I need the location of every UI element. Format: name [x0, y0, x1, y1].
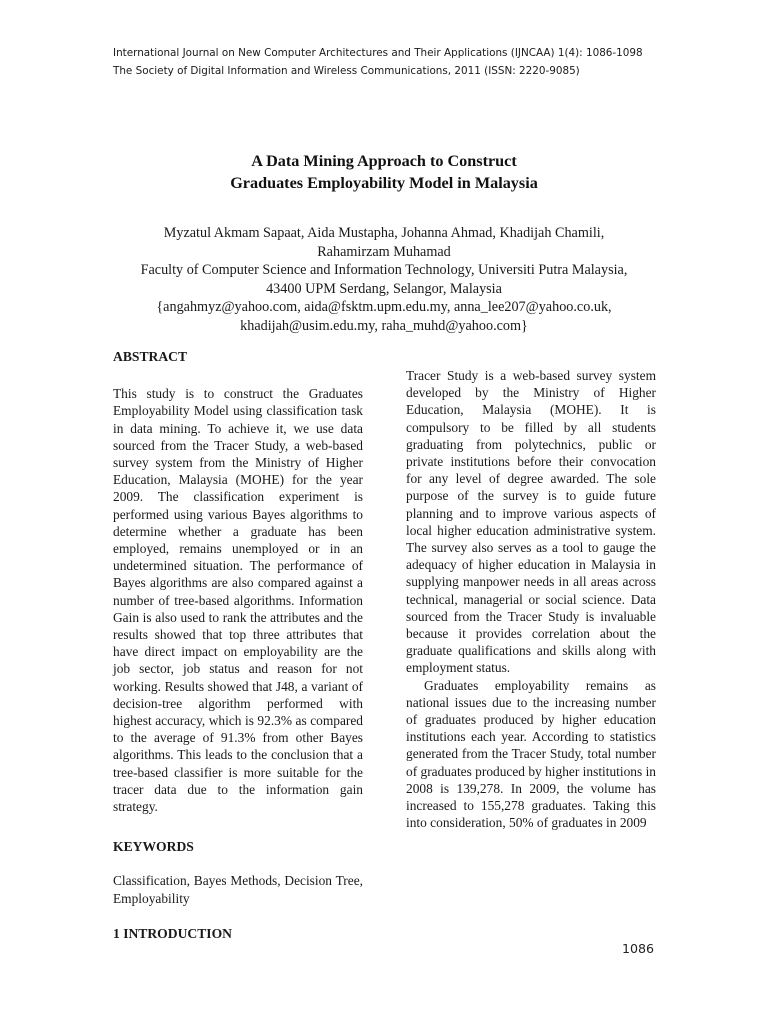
keywords-heading: KEYWORDS: [113, 839, 194, 855]
authors-line-2: Rahamirzam Muhamad: [317, 243, 451, 260]
introduction-paragraph-2: Graduates employability remains as national issues due to the increasing number of graduates produced by higher education institutions each year. According to statistics generated from the Tracer Study, total number of graduates produced by higher institutions in 2008 is 139,278. In 2009, the volume has increased to 155,278 graduates. Taking this into consideration, 50% of graduates in 2009: [406, 677, 656, 831]
page-number: 1086: [622, 941, 655, 956]
keywords-text: Classification, Bayes Methods, Decision Tree, Employability: [113, 873, 363, 906]
introduction-heading: 1 INTRODUCTION: [113, 925, 232, 941]
author-block: [84, 224, 684, 336]
abstract-heading: ABSTRACT: [113, 349, 188, 364]
paper-title: [0, 150, 768, 194]
journal-header-line-2: The Society of Digital Information and Wireless Communications, 2011 (ISSN: 2220-9085): [113, 65, 580, 77]
emails-line-1: {angahmyz@yahoo.com, aida@fsktm.upm.edu.my, anna_lee207@yahoo.co.uk,: [156, 299, 612, 316]
title-line-2: Graduates Employability Model in Malaysia: [230, 174, 538, 192]
introduction-paragraph-1: Tracer Study is a web-based survey system developed by the Ministry of Higher Education, Malaysia (MOHE). It is compulsory to be filled by all students graduating from polytechnics, public or private institutions before their convocation for any level of degree awarded. The sole purpose of the survey is to guide future planning and to improve various aspects of local higher education administrative system. The survey also serves as a tool to gauge the adequacy of higher education in Malaysia in supplying manpower needs in all areas across technical, managerial or social science. Data sourced from the Tracer Study is invaluable because it provides correlation about the graduate qualifications and skills along with employment status.: [406, 368, 656, 676]
right-column: [406, 367, 656, 831]
abstract-text: This study is to construct the Graduates Employability Model using classification task in data mining. To achieve it, we use data sourced from the Tracer Study, a web-based survey system from the Ministry of Higher Education, Malaysia (MOHE) for the year 2009. The classification experiment is performed using various Bayes algorithms to determine whether a graduate has been employed, remains unemployed or in an undetermined situation. The performance of Bayes algorithms are also compared against a number of tree-based algorithms. Information Gain is also used to rank the attributes and the results showed that top three attributes that have direct impact on employability are the job sector, job status and reason for not working. Results showed that J48, a variant of decision-tree algorithm performed with highest accuracy, which is 92.3% as compared to the average of 91.3% from other Bayes algorithms. This leads to the conclusion that a tree-based classifier is more suitable for the tracer data due to the information gain strategy.: [113, 386, 363, 815]
emails-line-2: khadijah@usim.edu.my, raha_muhd@yahoo.com}: [240, 317, 528, 334]
title-line-1: A Data Mining Approach to Construct: [251, 152, 517, 170]
affiliation-line-2: 43400 UPM Serdang, Selangor, Malaysia: [266, 280, 502, 297]
journal-header: [113, 44, 673, 80]
authors-line-1: Myzatul Akmam Sapaat, Aida Mustapha, Johanna Ahmad, Khadijah Chamili,: [163, 225, 605, 241]
left-column: [113, 348, 363, 942]
affiliation-line-1: Faculty of Computer Science and Information Technology, Universiti Putra Malaysia,: [140, 262, 628, 279]
journal-header-line-1: International Journal on New Computer Architectures and Their Applications (IJNCAA) 1(4): 1086-1098: [113, 47, 643, 59]
